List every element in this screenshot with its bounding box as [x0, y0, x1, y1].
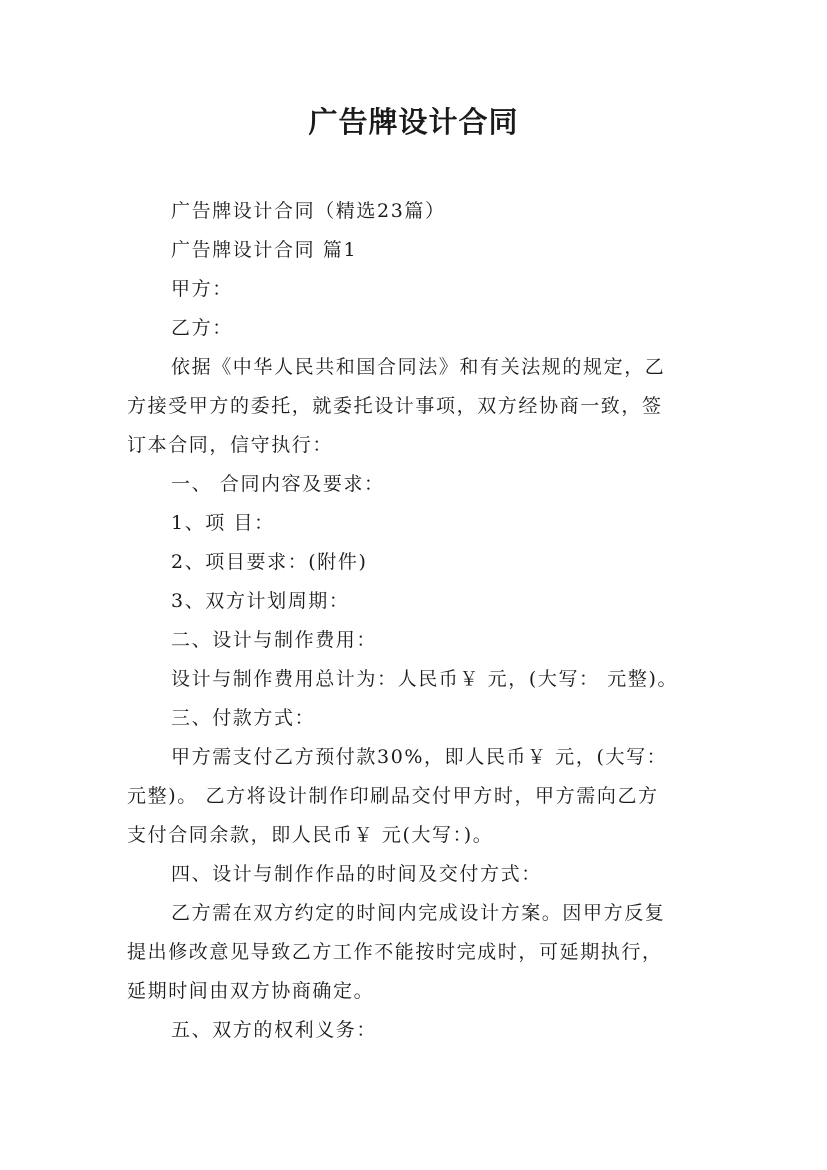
party-b-line: 乙方：: [171, 317, 233, 339]
clause-heading: 三、付款方式：: [171, 707, 316, 729]
clause-heading: 二、设计与制作费用：: [171, 629, 378, 651]
subtitle-line: 广告牌设计合同（精选23篇）: [171, 200, 446, 222]
paragraph-line: 乙方需在双方约定的时间内完成设计方案。因甲方反复: [171, 902, 666, 924]
paragraph-line: 依据《中华人民共和国合同法》和有关法规的规定，乙: [171, 356, 666, 378]
clause-item: 3、双方计划周期：: [171, 590, 350, 612]
clause-heading: 五、双方的权利义务：: [171, 1019, 378, 1041]
section-heading: 广告牌设计合同 篇1: [171, 239, 358, 261]
paragraph-line: 提出修改意见导致乙方工作不能按时完成时，可延期执行，: [127, 941, 663, 963]
paragraph-line: 延期时间由双方协商确定。: [127, 980, 375, 1002]
paragraph-line: 方接受甲方的委托，就委托设计事项，双方经协商一致，签: [127, 395, 663, 417]
clause-item: 2、项目要求：(附件): [171, 551, 368, 573]
clause-heading: 一、 合同内容及要求：: [171, 473, 385, 495]
paragraph-line: 设计与制作费用总计为：人民币￥ 元，(大写： 元整)。: [171, 668, 679, 690]
clause-heading: 四、设计与制作作品的时间及交付方式：: [171, 863, 542, 885]
paragraph-line: 支付合同余款，即人民币￥ 元(大写：)。: [127, 824, 494, 846]
party-a-line: 甲方：: [171, 278, 233, 300]
paragraph-line: 甲方需支付乙方预付款30%，即人民币￥ 元，(大写：: [171, 746, 668, 768]
paragraph-line: 元整)。 乙方将设计制作印刷品交付甲方时，甲方需向乙方: [127, 785, 659, 807]
clause-item: 1、项 目：: [171, 512, 275, 534]
paragraph-line: 订本合同，信守执行：: [127, 434, 334, 456]
document-title: 广告牌设计合同: [308, 105, 519, 139]
